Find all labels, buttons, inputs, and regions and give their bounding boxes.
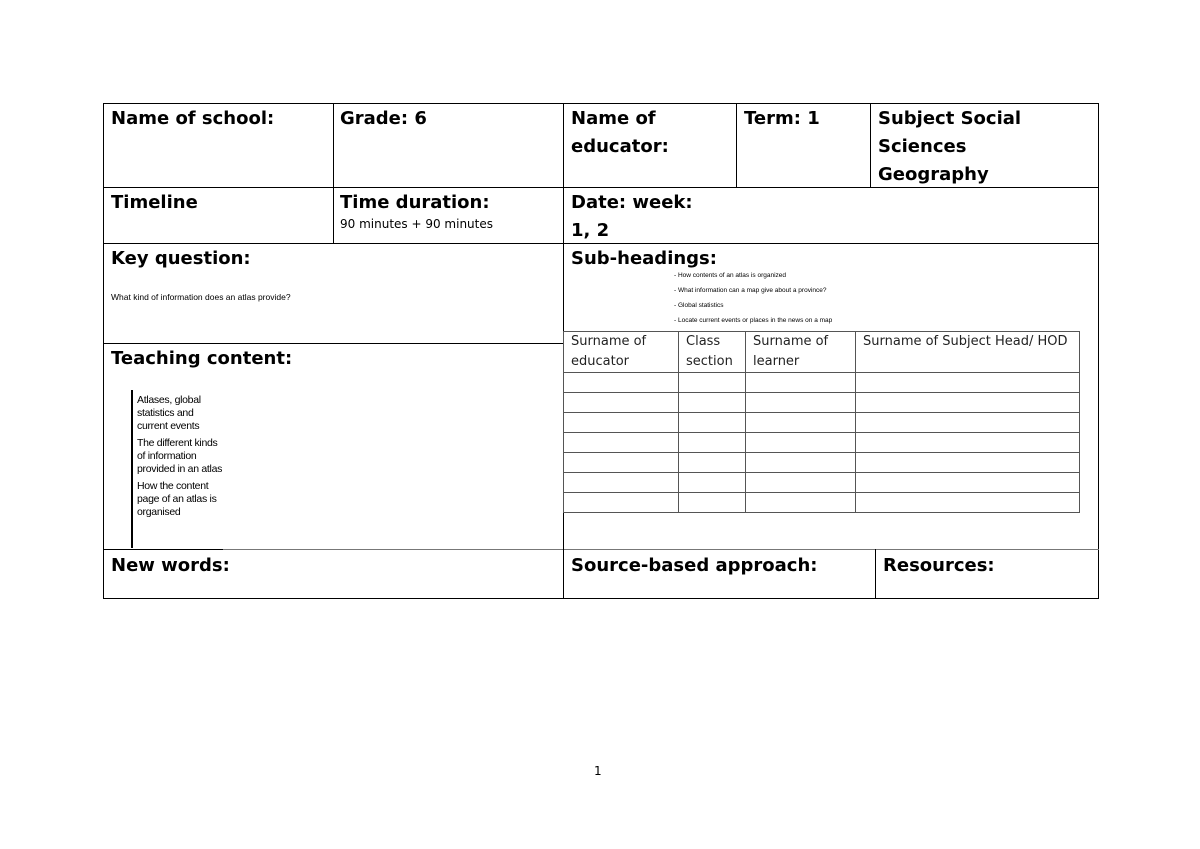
table-cell[interactable]	[856, 473, 1080, 493]
table-cell[interactable]	[564, 393, 679, 413]
sub-heading-item: - How contents of an atlas is organized	[674, 268, 832, 283]
subject-line-1: Subject Social	[878, 108, 1022, 129]
resources-label: Resources:	[883, 555, 995, 576]
teaching-content-item: The different kinds of information provided in an atlas	[137, 437, 223, 475]
table-cell[interactable]	[679, 433, 746, 453]
table-cell[interactable]	[564, 433, 679, 453]
sub-heading-item: - Locate current events or places in the news on a map	[674, 313, 832, 328]
table-cell[interactable]	[679, 413, 746, 433]
educator-name-label	[571, 105, 669, 161]
school-name-label: Name of school:	[111, 108, 275, 129]
date-week-cell	[571, 189, 693, 245]
table-cell[interactable]	[679, 373, 746, 393]
key-question-text: What kind of information does an atlas provide?	[111, 292, 291, 302]
table-cell[interactable]	[856, 413, 1080, 433]
sub-headings-list	[674, 268, 832, 328]
learner-table-header-row	[564, 332, 1080, 373]
header-surname-learner: Surname of learner	[746, 332, 856, 373]
table-cell[interactable]	[746, 433, 856, 453]
date-week-value: 1, 2	[571, 220, 610, 241]
table-cell[interactable]	[564, 473, 679, 493]
table-cell[interactable]	[564, 493, 679, 513]
teaching-content-item: How the content page of an atlas is organised	[137, 480, 217, 518]
table-cell[interactable]	[679, 473, 746, 493]
date-week-label: Date: week:	[571, 192, 693, 213]
sub-heading-item: - What information can a map give about a province?	[674, 283, 832, 298]
time-duration-label: Time duration:	[340, 192, 490, 213]
table-cell[interactable]	[856, 493, 1080, 513]
key-question-label: Key question:	[111, 248, 251, 269]
header-class-section: Class section	[679, 332, 746, 373]
table-cell[interactable]	[564, 413, 679, 433]
table-cell[interactable]	[679, 393, 746, 413]
new-words-label: New words:	[111, 555, 230, 576]
table-cell[interactable]	[564, 373, 679, 393]
table-cell[interactable]	[856, 373, 1080, 393]
table-cell[interactable]	[746, 453, 856, 473]
header-surname-hod: Surname of Subject Head/ HOD	[856, 332, 1080, 373]
table-row	[564, 493, 1080, 513]
page-number: 1	[594, 764, 602, 778]
educator-label-line-1: Name of	[571, 108, 656, 129]
table-cell[interactable]	[746, 393, 856, 413]
table-row	[564, 433, 1080, 453]
grade-label: Grade: 6	[340, 108, 427, 129]
learner-table	[563, 331, 1080, 513]
table-cell[interactable]	[746, 493, 856, 513]
table-row	[564, 413, 1080, 433]
table-cell[interactable]	[856, 433, 1080, 453]
educator-label-line-2: educator:	[571, 136, 669, 157]
teaching-content-list	[137, 394, 222, 519]
table-row	[564, 373, 1080, 393]
header-surname-educator: Surname of educator	[564, 332, 679, 373]
table-cell[interactable]	[679, 453, 746, 473]
time-duration-value: 90 minutes + 90 minutes	[340, 217, 493, 231]
term-label: Term: 1	[744, 108, 820, 129]
table-row	[564, 393, 1080, 413]
teaching-content-bar	[131, 390, 133, 548]
table-cell[interactable]	[746, 473, 856, 493]
teaching-content-item: Atlases, global statistics and current events	[137, 394, 201, 432]
teaching-content-label: Teaching content:	[111, 348, 293, 369]
time-duration-cell	[340, 189, 493, 232]
source-based-approach-label: Source-based approach:	[571, 555, 818, 576]
sub-headings-label: Sub-headings:	[571, 248, 717, 269]
table-cell[interactable]	[679, 493, 746, 513]
table-cell[interactable]	[856, 453, 1080, 473]
table-row	[564, 453, 1080, 473]
subject-line-3: Geography	[878, 164, 989, 185]
subject-label	[878, 105, 1021, 189]
table-row	[564, 473, 1080, 493]
table-cell[interactable]	[746, 373, 856, 393]
table-cell[interactable]	[746, 413, 856, 433]
sub-heading-item: - Global statistics	[674, 298, 832, 313]
timeline-label: Timeline	[111, 192, 198, 213]
table-cell[interactable]	[564, 453, 679, 473]
subject-line-2: Sciences	[878, 136, 967, 157]
table-cell[interactable]	[856, 393, 1080, 413]
